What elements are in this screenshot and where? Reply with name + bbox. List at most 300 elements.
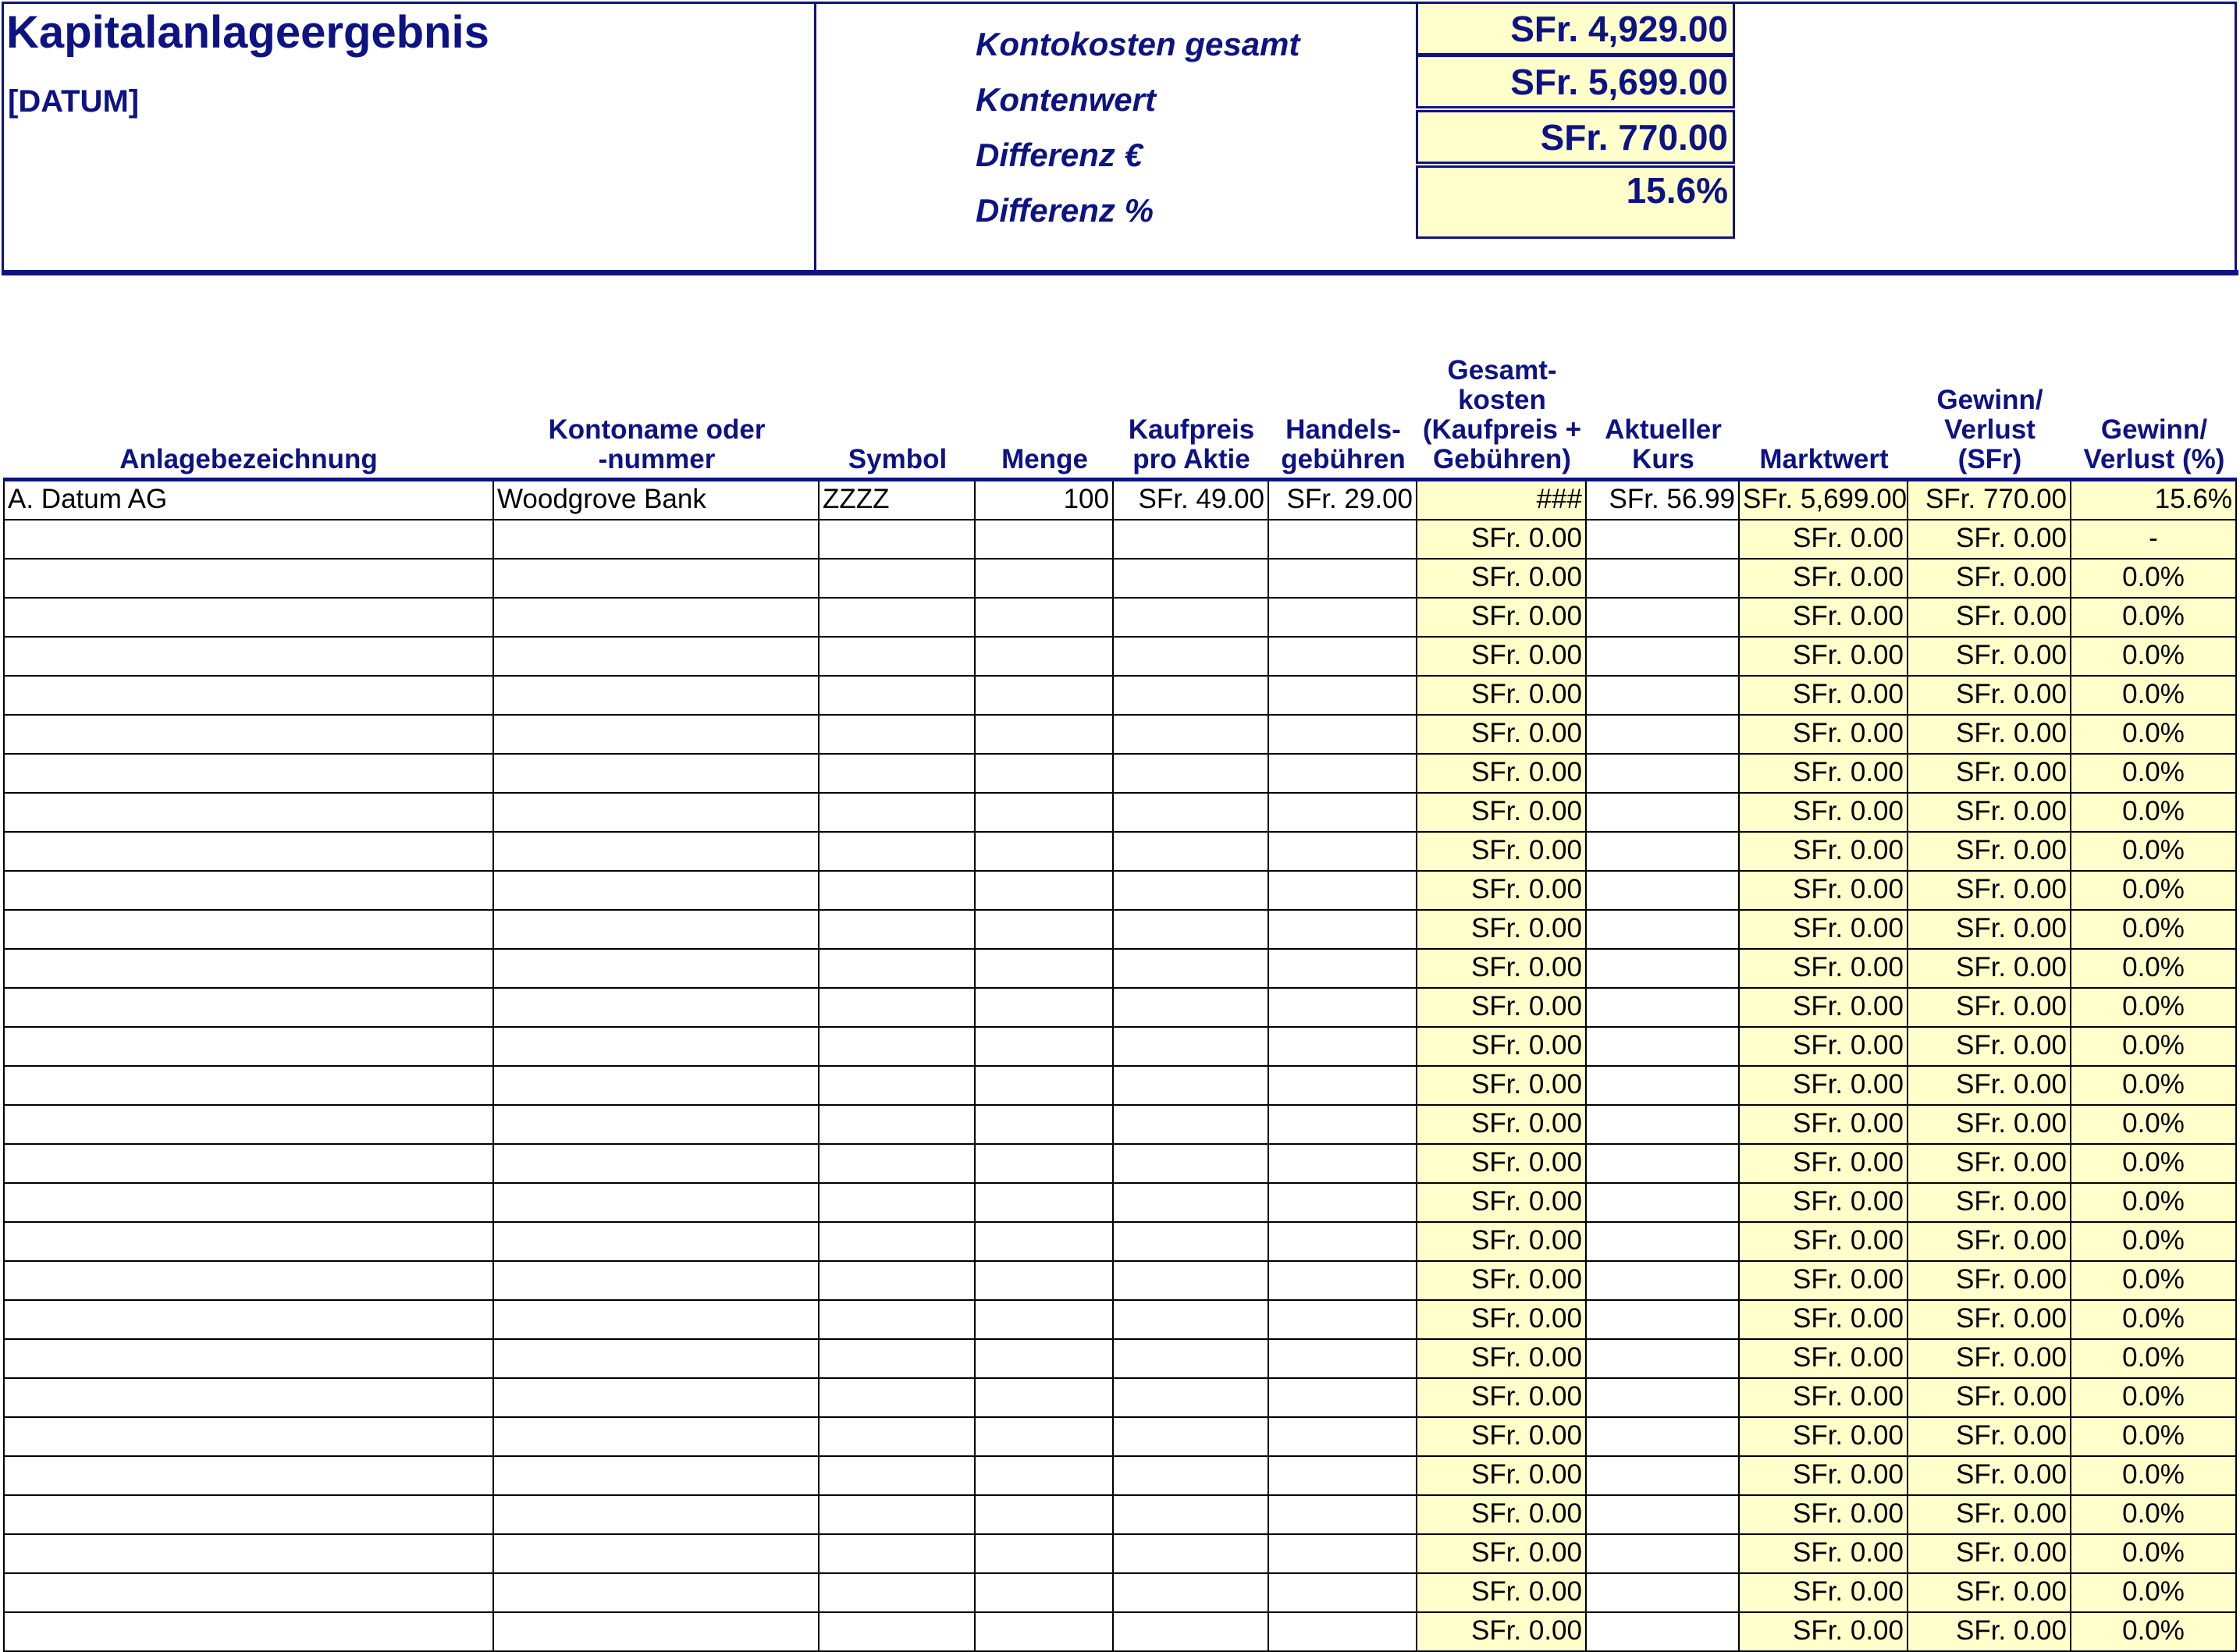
cell-gain-loss-percent[interactable]: 0.0% — [2071, 989, 2237, 1028]
cell-trading-fees[interactable] — [1269, 1613, 1417, 1652]
cell-quantity[interactable] — [976, 1574, 1114, 1613]
cell-market-value[interactable]: SFr. 0.00 — [1740, 755, 1908, 794]
cell-current-price[interactable] — [1587, 1262, 1740, 1301]
cell-investment[interactable] — [3, 755, 494, 794]
cell-account[interactable] — [494, 911, 820, 950]
cell-gain-loss-amount[interactable]: SFr. 770.00 — [1908, 481, 2071, 520]
cell-gain-loss-amount[interactable]: SFr. 0.00 — [1908, 1574, 2071, 1613]
cell-gain-loss-amount[interactable]: SFr. 0.00 — [1908, 520, 2071, 560]
cell-current-price[interactable] — [1587, 1028, 1740, 1067]
cell-account[interactable] — [494, 755, 820, 794]
cell-account[interactable] — [494, 638, 820, 677]
cell-account[interactable] — [494, 1184, 820, 1223]
cell-investment[interactable] — [3, 1145, 494, 1184]
cell-trading-fees[interactable] — [1269, 950, 1417, 989]
cell-gain-loss-percent[interactable]: 0.0% — [2071, 1067, 2237, 1106]
cell-gain-loss-percent[interactable]: 0.0% — [2071, 1535, 2237, 1574]
cell-market-value[interactable]: SFr. 0.00 — [1740, 677, 1908, 716]
cell-market-value[interactable]: SFr. 0.00 — [1740, 1301, 1908, 1340]
col-header-trading-fees[interactable]: Handels- gebühren — [1281, 414, 1406, 474]
cell-investment[interactable] — [3, 1418, 494, 1457]
cell-quantity[interactable] — [976, 950, 1114, 989]
cell-symbol[interactable] — [820, 1301, 976, 1340]
cell-purchase-price[interactable] — [1114, 755, 1269, 794]
cell-gain-loss-percent[interactable]: 0.0% — [2071, 716, 2237, 755]
cell-total-cost[interactable]: SFr. 0.00 — [1417, 911, 1587, 950]
cell-quantity[interactable] — [976, 794, 1114, 833]
cell-purchase-price[interactable] — [1114, 1535, 1269, 1574]
cell-quantity[interactable] — [976, 1379, 1114, 1418]
cell-gain-loss-percent[interactable]: 0.0% — [2071, 1457, 2237, 1496]
cell-investment[interactable] — [3, 1574, 494, 1613]
cell-market-value[interactable]: SFr. 0.00 — [1740, 1106, 1908, 1145]
cell-gain-loss-amount[interactable]: SFr. 0.00 — [1908, 1106, 2071, 1145]
cell-current-price[interactable] — [1587, 1457, 1740, 1496]
cell-current-price[interactable] — [1587, 1574, 1740, 1613]
cell-total-cost[interactable]: SFr. 0.00 — [1417, 755, 1587, 794]
cell-symbol[interactable] — [820, 1067, 976, 1106]
cell-trading-fees[interactable] — [1269, 1340, 1417, 1379]
cell-current-price[interactable] — [1587, 638, 1740, 677]
cell-trading-fees[interactable] — [1269, 833, 1417, 872]
cell-current-price[interactable] — [1587, 560, 1740, 599]
cell-gain-loss-amount[interactable]: SFr. 0.00 — [1908, 950, 2071, 989]
cell-purchase-price[interactable] — [1114, 950, 1269, 989]
cell-account[interactable]: Woodgrove Bank — [494, 481, 820, 520]
cell-market-value[interactable]: SFr. 0.00 — [1740, 872, 1908, 911]
col-header-symbol[interactable]: Symbol — [848, 444, 948, 474]
cell-account[interactable] — [494, 872, 820, 911]
cell-investment[interactable] — [3, 1301, 494, 1340]
cell-symbol[interactable] — [820, 1457, 976, 1496]
cell-account[interactable] — [494, 1067, 820, 1106]
cell-gain-loss-amount[interactable]: SFr. 0.00 — [1908, 1418, 2071, 1457]
cell-trading-fees[interactable] — [1269, 520, 1417, 560]
cell-current-price[interactable] — [1587, 1067, 1740, 1106]
cell-total-cost[interactable]: SFr. 0.00 — [1417, 872, 1587, 911]
cell-trading-fees[interactable] — [1269, 599, 1417, 638]
col-header-quantity[interactable]: Menge — [1001, 444, 1088, 474]
cell-current-price[interactable] — [1587, 1613, 1740, 1652]
cell-account[interactable] — [494, 794, 820, 833]
cell-account[interactable] — [494, 1106, 820, 1145]
cell-gain-loss-percent[interactable]: 0.0% — [2071, 950, 2237, 989]
cell-market-value[interactable]: SFr. 0.00 — [1740, 1184, 1908, 1223]
cell-investment[interactable] — [3, 1496, 494, 1535]
cell-investment[interactable] — [3, 599, 494, 638]
cell-gain-loss-percent[interactable]: 0.0% — [2071, 794, 2237, 833]
cell-trading-fees[interactable] — [1269, 1535, 1417, 1574]
cell-account[interactable] — [494, 1028, 820, 1067]
cell-total-cost[interactable]: SFr. 0.00 — [1417, 1574, 1587, 1613]
cell-gain-loss-percent[interactable]: 0.0% — [2071, 1418, 2237, 1457]
cell-account[interactable] — [494, 716, 820, 755]
cell-purchase-price[interactable] — [1114, 638, 1269, 677]
cell-account[interactable] — [494, 950, 820, 989]
cell-quantity[interactable] — [976, 989, 1114, 1028]
cell-purchase-price[interactable] — [1114, 833, 1269, 872]
cell-total-cost[interactable]: SFr. 0.00 — [1417, 950, 1587, 989]
cell-symbol[interactable] — [820, 1574, 976, 1613]
cell-total-cost[interactable]: SFr. 0.00 — [1417, 599, 1587, 638]
cell-total-cost[interactable]: SFr. 0.00 — [1417, 560, 1587, 599]
cell-purchase-price[interactable] — [1114, 1418, 1269, 1457]
cell-total-cost[interactable]: SFr. 0.00 — [1417, 1535, 1587, 1574]
cell-gain-loss-amount[interactable]: SFr. 0.00 — [1908, 1262, 2071, 1301]
cell-gain-loss-percent[interactable]: 0.0% — [2071, 560, 2237, 599]
cell-market-value[interactable]: SFr. 0.00 — [1740, 1457, 1908, 1496]
cell-symbol[interactable] — [820, 599, 976, 638]
date-field[interactable]: [DATUM] — [8, 84, 140, 119]
cell-quantity[interactable] — [976, 1496, 1114, 1535]
cell-market-value[interactable]: SFr. 0.00 — [1740, 1223, 1908, 1262]
cell-trading-fees[interactable] — [1269, 677, 1417, 716]
cell-account[interactable] — [494, 1262, 820, 1301]
cell-purchase-price[interactable]: SFr. 49.00 — [1114, 481, 1269, 520]
cell-gain-loss-percent[interactable]: 0.0% — [2071, 1223, 2237, 1262]
cell-gain-loss-amount[interactable]: SFr. 0.00 — [1908, 638, 2071, 677]
cell-quantity[interactable] — [976, 520, 1114, 560]
cell-investment[interactable] — [3, 1613, 494, 1652]
cell-purchase-price[interactable] — [1114, 1106, 1269, 1145]
cell-purchase-price[interactable] — [1114, 794, 1269, 833]
cell-market-value[interactable]: SFr. 0.00 — [1740, 794, 1908, 833]
cell-current-price[interactable] — [1587, 911, 1740, 950]
cell-current-price[interactable] — [1587, 794, 1740, 833]
cell-total-cost[interactable]: SFr. 0.00 — [1417, 1223, 1587, 1262]
cell-current-price[interactable] — [1587, 989, 1740, 1028]
page-title[interactable]: Kapitalanlageergebnis — [6, 7, 489, 58]
cell-market-value[interactable]: SFr. 0.00 — [1740, 833, 1908, 872]
cell-account[interactable] — [494, 989, 820, 1028]
cell-total-cost[interactable]: SFr. 0.00 — [1417, 1301, 1587, 1340]
cell-total-cost[interactable]: SFr. 0.00 — [1417, 1184, 1587, 1223]
cell-gain-loss-percent[interactable]: 0.0% — [2071, 1106, 2237, 1145]
cell-gain-loss-percent[interactable]: 0.0% — [2071, 1028, 2237, 1067]
cell-investment[interactable] — [3, 950, 494, 989]
cell-symbol[interactable] — [820, 520, 976, 560]
cell-trading-fees[interactable]: SFr. 29.00 — [1269, 481, 1417, 520]
cell-account[interactable] — [494, 1535, 820, 1574]
cell-gain-loss-amount[interactable]: SFr. 0.00 — [1908, 1184, 2071, 1223]
cell-current-price[interactable] — [1587, 716, 1740, 755]
cell-gain-loss-percent[interactable]: 0.0% — [2071, 1574, 2237, 1613]
cell-total-cost[interactable]: SFr. 0.00 — [1417, 1496, 1587, 1535]
cell-account[interactable] — [494, 1496, 820, 1535]
cell-total-cost[interactable]: SFr. 0.00 — [1417, 1457, 1587, 1496]
cell-market-value[interactable]: SFr. 0.00 — [1740, 1613, 1908, 1652]
kpi-value-difference-amount[interactable]: SFr. 770.00 — [1416, 110, 1735, 164]
cell-current-price[interactable] — [1587, 1301, 1740, 1340]
cell-symbol[interactable] — [820, 794, 976, 833]
cell-account[interactable] — [494, 599, 820, 638]
cell-symbol[interactable] — [820, 716, 976, 755]
cell-account[interactable] — [494, 1418, 820, 1457]
cell-trading-fees[interactable] — [1269, 755, 1417, 794]
cell-quantity[interactable] — [976, 833, 1114, 872]
cell-symbol[interactable] — [820, 872, 976, 911]
cell-gain-loss-percent[interactable]: 0.0% — [2071, 599, 2237, 638]
cell-quantity[interactable] — [976, 1184, 1114, 1223]
cell-quantity[interactable] — [976, 872, 1114, 911]
cell-market-value[interactable]: SFr. 0.00 — [1740, 560, 1908, 599]
cell-symbol[interactable] — [820, 989, 976, 1028]
cell-trading-fees[interactable] — [1269, 794, 1417, 833]
cell-purchase-price[interactable] — [1114, 1262, 1269, 1301]
cell-market-value[interactable]: SFr. 0.00 — [1740, 520, 1908, 560]
cell-symbol[interactable] — [820, 833, 976, 872]
cell-market-value[interactable]: SFr. 0.00 — [1740, 989, 1908, 1028]
cell-trading-fees[interactable] — [1269, 1496, 1417, 1535]
cell-purchase-price[interactable] — [1114, 560, 1269, 599]
cell-total-cost[interactable]: SFr. 0.00 — [1417, 677, 1587, 716]
cell-current-price[interactable] — [1587, 1535, 1740, 1574]
cell-purchase-price[interactable] — [1114, 1067, 1269, 1106]
cell-gain-loss-amount[interactable]: SFr. 0.00 — [1908, 1457, 2071, 1496]
col-header-total-cost[interactable]: Gesamt- kosten (Kaufpreis + Gebühren) — [1422, 355, 1582, 474]
cell-current-price[interactable] — [1587, 1184, 1740, 1223]
col-header-current-price[interactable]: Aktueller Kurs — [1605, 414, 1722, 474]
cell-account[interactable] — [494, 833, 820, 872]
cell-quantity[interactable] — [976, 560, 1114, 599]
cell-trading-fees[interactable] — [1269, 1418, 1417, 1457]
cell-trading-fees[interactable] — [1269, 1379, 1417, 1418]
cell-market-value[interactable]: SFr. 0.00 — [1740, 1496, 1908, 1535]
cell-gain-loss-amount[interactable]: SFr. 0.00 — [1908, 1145, 2071, 1184]
cell-investment[interactable] — [3, 989, 494, 1028]
cell-current-price[interactable] — [1587, 950, 1740, 989]
cell-total-cost[interactable]: ### — [1417, 481, 1587, 520]
cell-market-value[interactable]: SFr. 0.00 — [1740, 1574, 1908, 1613]
cell-symbol[interactable] — [820, 638, 976, 677]
cell-gain-loss-percent[interactable]: 0.0% — [2071, 911, 2237, 950]
cell-account[interactable] — [494, 1340, 820, 1379]
cell-purchase-price[interactable] — [1114, 677, 1269, 716]
cell-purchase-price[interactable] — [1114, 520, 1269, 560]
cell-account[interactable] — [494, 520, 820, 560]
cell-market-value[interactable]: SFr. 0.00 — [1740, 1028, 1908, 1067]
cell-market-value[interactable]: SFr. 0.00 — [1740, 638, 1908, 677]
cell-quantity[interactable] — [976, 638, 1114, 677]
cell-total-cost[interactable]: SFr. 0.00 — [1417, 833, 1587, 872]
kpi-value-account-value[interactable]: SFr. 5,699.00 — [1416, 55, 1735, 108]
cell-gain-loss-amount[interactable]: SFr. 0.00 — [1908, 1028, 2071, 1067]
cell-quantity[interactable] — [976, 1613, 1114, 1652]
col-header-purchase-price[interactable]: Kaufpreis pro Aktie — [1128, 414, 1255, 474]
cell-total-cost[interactable]: SFr. 0.00 — [1417, 794, 1587, 833]
cell-market-value[interactable]: SFr. 0.00 — [1740, 911, 1908, 950]
col-header-investment[interactable]: Anlagebezeichnung — [119, 444, 378, 474]
cell-trading-fees[interactable] — [1269, 1145, 1417, 1184]
kpi-value-total-cost[interactable]: SFr. 4,929.00 — [1416, 2, 1735, 55]
cell-symbol[interactable] — [820, 1379, 976, 1418]
cell-quantity[interactable] — [976, 755, 1114, 794]
cell-account[interactable] — [494, 1613, 820, 1652]
cell-gain-loss-percent[interactable]: 0.0% — [2071, 1301, 2237, 1340]
cell-gain-loss-percent[interactable]: 0.0% — [2071, 872, 2237, 911]
cell-gain-loss-percent[interactable]: 0.0% — [2071, 1184, 2237, 1223]
cell-investment[interactable] — [3, 520, 494, 560]
cell-gain-loss-amount[interactable]: SFr. 0.00 — [1908, 833, 2071, 872]
cell-symbol[interactable] — [820, 1184, 976, 1223]
cell-symbol[interactable]: ZZZZ — [820, 481, 976, 520]
cell-trading-fees[interactable] — [1269, 911, 1417, 950]
cell-market-value[interactable]: SFr. 0.00 — [1740, 950, 1908, 989]
cell-total-cost[interactable]: SFr. 0.00 — [1417, 1379, 1587, 1418]
cell-purchase-price[interactable] — [1114, 1028, 1269, 1067]
cell-gain-loss-amount[interactable]: SFr. 0.00 — [1908, 1379, 2071, 1418]
cell-total-cost[interactable]: SFr. 0.00 — [1417, 638, 1587, 677]
cell-investment[interactable] — [3, 1028, 494, 1067]
cell-investment[interactable] — [3, 1379, 494, 1418]
cell-current-price[interactable] — [1587, 1145, 1740, 1184]
cell-quantity[interactable] — [976, 677, 1114, 716]
cell-market-value[interactable]: SFr. 0.00 — [1740, 1379, 1908, 1418]
cell-current-price[interactable] — [1587, 755, 1740, 794]
cell-symbol[interactable] — [820, 1106, 976, 1145]
cell-current-price[interactable] — [1587, 1379, 1740, 1418]
cell-gain-loss-amount[interactable]: SFr. 0.00 — [1908, 1613, 2071, 1652]
col-header-account[interactable]: Kontoname oder -nummer — [548, 414, 766, 474]
cell-investment[interactable]: A. Datum AG — [3, 481, 494, 520]
cell-purchase-price[interactable] — [1114, 1379, 1269, 1418]
cell-purchase-price[interactable] — [1114, 599, 1269, 638]
cell-investment[interactable] — [3, 1067, 494, 1106]
cell-gain-loss-amount[interactable]: SFr. 0.00 — [1908, 1496, 2071, 1535]
cell-quantity[interactable] — [976, 1340, 1114, 1379]
cell-gain-loss-amount[interactable]: SFr. 0.00 — [1908, 560, 2071, 599]
cell-quantity[interactable] — [976, 1106, 1114, 1145]
cell-trading-fees[interactable] — [1269, 872, 1417, 911]
cell-investment[interactable] — [3, 1262, 494, 1301]
cell-account[interactable] — [494, 1301, 820, 1340]
cell-purchase-price[interactable] — [1114, 1496, 1269, 1535]
cell-symbol[interactable] — [820, 1535, 976, 1574]
cell-purchase-price[interactable] — [1114, 1223, 1269, 1262]
cell-purchase-price[interactable] — [1114, 716, 1269, 755]
cell-symbol[interactable] — [820, 677, 976, 716]
col-header-gain-loss-amount[interactable]: Gewinn/ Verlust (SFr) — [1936, 385, 2043, 474]
cell-gain-loss-amount[interactable]: SFr. 0.00 — [1908, 677, 2071, 716]
cell-total-cost[interactable]: SFr. 0.00 — [1417, 520, 1587, 560]
cell-symbol[interactable] — [820, 560, 976, 599]
cell-investment[interactable] — [3, 1184, 494, 1223]
cell-quantity[interactable]: 100 — [976, 481, 1114, 520]
cell-total-cost[interactable]: SFr. 0.00 — [1417, 1106, 1587, 1145]
cell-gain-loss-amount[interactable]: SFr. 0.00 — [1908, 599, 2071, 638]
cell-quantity[interactable] — [976, 1223, 1114, 1262]
cell-investment[interactable] — [3, 794, 494, 833]
cell-current-price[interactable] — [1587, 599, 1740, 638]
cell-investment[interactable] — [3, 872, 494, 911]
cell-gain-loss-percent[interactable]: 0.0% — [2071, 833, 2237, 872]
cell-symbol[interactable] — [820, 1262, 976, 1301]
cell-total-cost[interactable]: SFr. 0.00 — [1417, 1028, 1587, 1067]
cell-gain-loss-amount[interactable]: SFr. 0.00 — [1908, 1340, 2071, 1379]
cell-gain-loss-amount[interactable]: SFr. 0.00 — [1908, 794, 2071, 833]
cell-account[interactable] — [494, 1223, 820, 1262]
cell-purchase-price[interactable] — [1114, 1145, 1269, 1184]
cell-current-price[interactable]: SFr. 56.99 — [1587, 481, 1740, 520]
cell-trading-fees[interactable] — [1269, 1106, 1417, 1145]
cell-current-price[interactable] — [1587, 872, 1740, 911]
cell-purchase-price[interactable] — [1114, 1613, 1269, 1652]
cell-market-value[interactable]: SFr. 0.00 — [1740, 716, 1908, 755]
cell-symbol[interactable] — [820, 1418, 976, 1457]
cell-account[interactable] — [494, 1145, 820, 1184]
cell-symbol[interactable] — [820, 1223, 976, 1262]
cell-trading-fees[interactable] — [1269, 638, 1417, 677]
cell-market-value[interactable]: SFr. 0.00 — [1740, 1145, 1908, 1184]
cell-quantity[interactable] — [976, 599, 1114, 638]
cell-investment[interactable] — [3, 677, 494, 716]
cell-purchase-price[interactable] — [1114, 989, 1269, 1028]
cell-investment[interactable] — [3, 1535, 494, 1574]
cell-trading-fees[interactable] — [1269, 716, 1417, 755]
cell-gain-loss-percent[interactable]: 0.0% — [2071, 1340, 2237, 1379]
cell-investment[interactable] — [3, 716, 494, 755]
cell-gain-loss-percent[interactable]: 15.6% — [2071, 481, 2237, 520]
cell-trading-fees[interactable] — [1269, 1028, 1417, 1067]
cell-gain-loss-percent[interactable]: 0.0% — [2071, 1145, 2237, 1184]
cell-quantity[interactable] — [976, 1301, 1114, 1340]
cell-purchase-price[interactable] — [1114, 1574, 1269, 1613]
cell-gain-loss-amount[interactable]: SFr. 0.00 — [1908, 1067, 2071, 1106]
cell-purchase-price[interactable] — [1114, 1340, 1269, 1379]
cell-total-cost[interactable]: SFr. 0.00 — [1417, 989, 1587, 1028]
cell-account[interactable] — [494, 1457, 820, 1496]
cell-gain-loss-amount[interactable]: SFr. 0.00 — [1908, 1223, 2071, 1262]
cell-symbol[interactable] — [820, 1028, 976, 1067]
cell-gain-loss-amount[interactable]: SFr. 0.00 — [1908, 755, 2071, 794]
cell-market-value[interactable]: SFr. 0.00 — [1740, 1067, 1908, 1106]
cell-market-value[interactable]: SFr. 5,699.00 — [1740, 481, 1908, 520]
cell-gain-loss-percent[interactable]: 0.0% — [2071, 1613, 2237, 1652]
cell-investment[interactable] — [3, 833, 494, 872]
cell-gain-loss-amount[interactable]: SFr. 0.00 — [1908, 989, 2071, 1028]
cell-account[interactable] — [494, 677, 820, 716]
cell-total-cost[interactable]: SFr. 0.00 — [1417, 716, 1587, 755]
cell-quantity[interactable] — [976, 1457, 1114, 1496]
cell-total-cost[interactable]: SFr. 0.00 — [1417, 1613, 1587, 1652]
cell-purchase-price[interactable] — [1114, 1301, 1269, 1340]
cell-gain-loss-percent[interactable]: 0.0% — [2071, 1262, 2237, 1301]
cell-investment[interactable] — [3, 560, 494, 599]
cell-symbol[interactable] — [820, 755, 976, 794]
cell-trading-fees[interactable] — [1269, 560, 1417, 599]
cell-total-cost[interactable]: SFr. 0.00 — [1417, 1262, 1587, 1301]
cell-quantity[interactable] — [976, 911, 1114, 950]
cell-quantity[interactable] — [976, 1067, 1114, 1106]
cell-purchase-price[interactable] — [1114, 911, 1269, 950]
cell-total-cost[interactable]: SFr. 0.00 — [1417, 1418, 1587, 1457]
cell-market-value[interactable]: SFr. 0.00 — [1740, 1418, 1908, 1457]
cell-gain-loss-amount[interactable]: SFr. 0.00 — [1908, 1301, 2071, 1340]
cell-total-cost[interactable]: SFr. 0.00 — [1417, 1145, 1587, 1184]
cell-symbol[interactable] — [820, 1496, 976, 1535]
cell-quantity[interactable] — [976, 1145, 1114, 1184]
cell-investment[interactable] — [3, 1106, 494, 1145]
cell-quantity[interactable] — [976, 716, 1114, 755]
cell-investment[interactable] — [3, 1457, 494, 1496]
cell-current-price[interactable] — [1587, 677, 1740, 716]
cell-quantity[interactable] — [976, 1418, 1114, 1457]
cell-total-cost[interactable]: SFr. 0.00 — [1417, 1340, 1587, 1379]
cell-symbol[interactable] — [820, 911, 976, 950]
cell-current-price[interactable] — [1587, 1223, 1740, 1262]
cell-gain-loss-amount[interactable]: SFr. 0.00 — [1908, 911, 2071, 950]
cell-current-price[interactable] — [1587, 1496, 1740, 1535]
